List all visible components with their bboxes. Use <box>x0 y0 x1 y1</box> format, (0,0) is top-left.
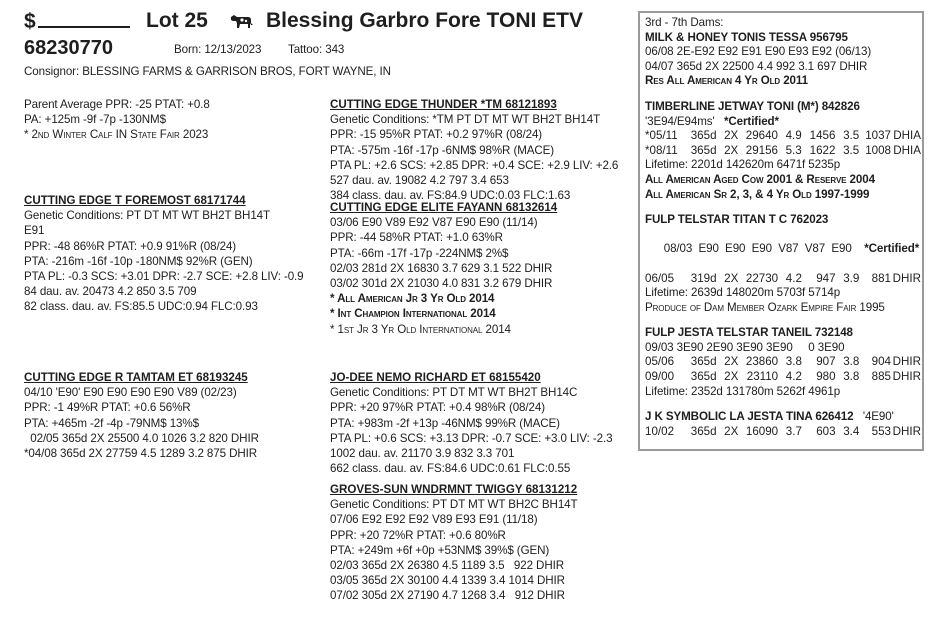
record-cell: 16090 <box>745 424 779 438</box>
animal-title: Blessing Garbro Fore TONI ETV <box>266 9 584 32</box>
record-cell: 3.7 <box>785 424 802 438</box>
dollar-sign: $ <box>24 10 36 33</box>
record-cell: 885 <box>871 370 891 384</box>
record-cell: 2X <box>724 143 739 157</box>
record-cell: 23860 <box>745 355 779 369</box>
record-cell: 1456 <box>809 129 836 143</box>
parent-summary <box>24 97 210 143</box>
dam3-line: 06/08 2E-E92 E92 E91 E90 E93 E92 (06/13) <box>645 45 872 59</box>
sire-sire-line: Genetic Conditions: *TM PT DT MT WT BH2T BH14T <box>330 113 601 127</box>
record-row <box>645 370 921 385</box>
record-cell: 3.8 <box>843 355 860 369</box>
dam7-name-line <box>645 410 921 425</box>
record-cell: DHIR <box>892 424 921 438</box>
sire-line: 84 dau. av. 20473 4.2 850 3.5 709 <box>24 285 197 299</box>
dam-line: *04/08 365d 2X 27759 4.5 1289 3.2 875 DHIR <box>24 447 258 461</box>
record-cell: 3.4 <box>843 424 860 438</box>
dam3-line: 04/07 365d 2X 22500 4.4 992 3.1 697 DHIR <box>645 59 868 73</box>
dam6-name: FULP JESTA TELSTAR TANEIL 732148 <box>645 326 853 340</box>
record-cell: 3.8 <box>843 370 860 384</box>
record-cell: 1037 <box>865 129 891 143</box>
record-cell: 907 <box>816 355 836 369</box>
record-row <box>645 272 921 287</box>
price-line <box>24 8 130 35</box>
dam-dam-line: Genetic Conditions: PT DT MT WT BH2C BH14T <box>330 498 578 512</box>
sire-dam-block <box>330 200 557 337</box>
sire-line: PTA PL: -0.3 SCS: +3.01 DPR: -2.7 SCE: +2.8 LIV: -0.9 <box>24 270 304 284</box>
record-cell: 10/02 <box>645 424 675 438</box>
summary-note: * 2nd Winter Calf IN State Fair 2023 <box>24 128 209 142</box>
record-cell: 904 <box>871 355 891 369</box>
sire-dam-line: 02/03 281d 2X 16830 3.7 629 3.1 522 DHIR <box>330 261 553 275</box>
sire-dam-line: PTA: -66m -17f -17p -224NM$ 2%$ <box>330 246 509 260</box>
dam-dam-line: 02/03 365d 2X 26380 4.5 1189 3.5 922 DHIR <box>330 559 564 573</box>
cow-icon <box>228 12 254 30</box>
record-cell: 365d <box>690 129 717 143</box>
dam-dam-block <box>330 482 578 604</box>
sire-dam-honor: * Int Champion International 2014 <box>330 307 496 321</box>
dam-dam-line: 07/02 305d 2X 27190 4.7 1268 3.4 912 DHIR <box>330 589 565 603</box>
sire-sire-line: PPR: -15 95%R PTAT: +0.2 97%R (08/24) <box>330 128 543 142</box>
sire-dam-line: PPR: -44 58%R PTAT: +1.0 63%R <box>330 231 503 245</box>
sire-sire-block <box>330 97 618 203</box>
record-cell: 5.3 <box>785 143 802 157</box>
record-cell: 29640 <box>745 129 778 143</box>
record-cell: 980 <box>816 370 836 384</box>
record-cell: 365d <box>690 355 717 369</box>
record-cell: 603 <box>816 424 836 438</box>
dam7-name: J K SYMBOLIC LA JESTA TINA 626412 <box>645 410 854 424</box>
record-cell: 2X <box>724 355 739 369</box>
dam4-honor: All American Aged Cow 2001 & Reserve 2004 <box>645 172 875 186</box>
record-cell: 365d <box>690 424 717 438</box>
dam4-classif-line <box>645 115 921 130</box>
lot-number: Lot 25 <box>146 9 208 32</box>
dam-title: CUTTING EDGE R TAMTAM ET 68193245 <box>24 371 248 384</box>
price-blank <box>38 8 130 28</box>
record-cell: 3.5 <box>843 129 860 143</box>
dam5-certified: *Certified* <box>864 242 920 256</box>
dam5-classif: 08/03 E90 E90 E90 V87 V87 E90 <box>663 242 852 256</box>
dam-dam-line: 07/06 E92 E92 E92 V89 E93 E91 (11/18) <box>330 513 538 527</box>
sire-dam-title: CUTTING EDGE ELITE FAYANN 68132614 <box>330 201 558 214</box>
dam-sire-line: PPR: +20 97%R PTAT: +0.4 98%R (08/24) <box>330 401 545 415</box>
record-cell: 29156 <box>745 143 778 157</box>
dam-line: PTA: +465m -2f -4p -79NM$ 13%$ <box>24 416 199 430</box>
dam7-records <box>645 425 921 440</box>
tattoo: Tattoo: 343 <box>288 43 345 56</box>
record-cell: 2X <box>724 271 739 285</box>
sire-dam-line: 03/02 301d 2X 21030 4.0 831 3.2 679 DHIR <box>330 277 553 291</box>
record-cell: 365d <box>690 370 717 384</box>
dam-line: PPR: -1 49%R PTAT: +0.6 56%R <box>24 401 191 415</box>
dam5-lifetime: Lifetime: 2639d 148020m 5703f 5714p <box>645 286 841 300</box>
sire-sire-line: PTA PL: +2.6 SCS: +2.85 DPR: +0.4 SCE: +2.9 LIV: +2.6 <box>330 158 619 172</box>
dam-dam-line: PPR: +20 72%R PTAT: +0.6 80%R <box>330 528 506 542</box>
record-cell: 319d <box>690 271 717 285</box>
record-row <box>645 425 921 440</box>
dam-sire-title: JO-DEE NEMO RICHARD ET 68155420 <box>330 371 541 384</box>
summary-line: PA: +125m -9f -7p -130NM$ <box>24 113 166 127</box>
record-row <box>645 355 921 370</box>
record-cell: 05/06 <box>645 355 675 369</box>
dam6-lifetime: Lifetime: 2352d 131780m 5262f 4961p <box>645 384 841 398</box>
sire-dam-honor: * All American Jr 3 Yr Old 2014 <box>330 292 495 306</box>
sire-dam-line: 03/06 E90 V89 E92 V87 E90 E90 (11/14) <box>330 216 538 230</box>
record-cell: 2X <box>724 370 739 384</box>
sire-title: CUTTING EDGE T FOREMOST 68171744 <box>24 194 246 207</box>
record-row <box>645 144 921 159</box>
dam-line: 04/10 'E90' E90 E90 E90 E90 V89 (02/23) <box>24 386 237 400</box>
record-cell: 947 <box>816 271 836 285</box>
dam4-honor: All American Sr 2, 3, & 4 Yr Old 1997-1999 <box>645 187 870 201</box>
dam-sire-line: Genetic Conditions: PT DT MT WT BH2T BH14C <box>330 386 578 400</box>
record-cell: *05/11 <box>645 129 678 143</box>
dams-sidebar <box>638 11 924 451</box>
record-cell: 06/05 <box>645 271 675 285</box>
record-cell: DHIA <box>893 143 921 157</box>
registration-number: 68230770 <box>24 37 113 59</box>
summary-line: Parent Average PPR: -25 PTAT: +0.8 <box>24 98 210 111</box>
dam6-records <box>645 355 921 384</box>
record-row <box>645 129 921 144</box>
sire-block <box>24 193 304 315</box>
dam-dam-title: GROVES-SUN WNDRMNT TWIGGY 68131212 <box>330 483 578 496</box>
dam-line: 02/05 365d 2X 25500 4.0 1026 3.2 820 DHIR <box>24 431 259 445</box>
record-cell: 09/00 <box>645 370 675 384</box>
record-cell: 2X <box>724 129 739 143</box>
dam3-name: MILK & HONEY TONIS TESSA 956795 <box>645 30 848 44</box>
sire-sire-line: PTA: -575m -16f -17p -6NM$ 98%R (MACE) <box>330 143 555 157</box>
sire-line: PPR: -48 86%R PTAT: +0.9 91%R (08/24) <box>24 239 237 253</box>
record-cell: 3.5 <box>843 143 860 157</box>
dam4-classif: '3E94/E94ms' <box>645 114 715 128</box>
dam5-records <box>645 272 921 287</box>
record-cell: 881 <box>871 271 891 285</box>
record-cell: 3.8 <box>785 355 802 369</box>
record-cell: 4.2 <box>785 370 802 384</box>
sire-line: Genetic Conditions: PT DT MT WT BH2T BH14T <box>24 209 271 223</box>
sire-dam-note: * 1st Jr 3 Yr Old International 2014 <box>330 322 511 336</box>
dam4-lifetime: Lifetime: 2201d 142620m 6471f 5235p <box>645 158 841 172</box>
dam-dam-line: PTA: +249m +6f +0p +53NM$ 39%$ (GEN) <box>330 543 550 557</box>
sire-line: PTA: -216m -16f -10p -180NM$ 92%R (GEN) <box>24 254 253 268</box>
record-cell: DHIR <box>892 271 921 285</box>
record-cell: DHIA <box>893 129 921 143</box>
dam4-certified: *Certified* <box>723 114 779 128</box>
sire-sire-title: CUTTING EDGE THUNDER *TM 68121893 <box>330 98 557 111</box>
dam5-classif-line <box>645 228 921 272</box>
record-cell: DHIR <box>892 370 921 384</box>
dam4-name: TIMBERLINE JETWAY TONI (M*) 842826 <box>645 99 860 113</box>
dam-dam-line: 03/05 365d 2X 30100 4.4 1339 3.4 1014 DHIR <box>330 574 565 588</box>
sire-line: 82 class. dau. av. FS:85.5 UDC:0.94 FLC:0.93 <box>24 300 258 314</box>
record-cell: 1622 <box>809 143 836 157</box>
consignor: Consignor: BLESSING FARMS & GARRISON BROS, FORT WAYNE, IN <box>24 65 391 78</box>
record-cell: 23110 <box>746 370 779 384</box>
record-cell: 3.9 <box>843 271 860 285</box>
record-cell: *08/11 <box>645 143 678 157</box>
dam-block <box>24 370 259 461</box>
record-cell: 365d <box>690 143 717 157</box>
dam5-name: FULP TELSTAR TITAN T C 762023 <box>645 213 829 227</box>
dam-sire-line: PTA: +983m -2f +13p -46NM$ 99%R (MACE) <box>330 416 560 430</box>
dam-sire-line: 1002 dau. av. 21170 3.9 832 3.3 701 <box>330 447 515 461</box>
record-cell: 553 <box>871 424 891 438</box>
dam5-note: Produce of Dam Member Ozark Empire Fair 1995 <box>645 300 885 314</box>
dam-sire-line: PTA PL: +0.6 SCS: +3.13 DPR: -0.7 SCE: +3.0 LIV: -2.3 <box>330 431 613 445</box>
dam-sire-line: 662 class. dau. av. FS:84.6 UDC:0.61 FLC:0.55 <box>330 462 571 476</box>
dam-sire-block <box>330 370 612 476</box>
birth-date: Born: 12/13/2023 <box>174 43 262 56</box>
record-cell: 1008 <box>865 143 891 157</box>
sire-line: E91 <box>24 224 45 238</box>
sire-sire-line: 384 class. dau. av. FS:84.9 UDC:0.03 FLC:1.63 <box>330 189 571 203</box>
record-cell: 4.2 <box>785 271 802 285</box>
record-cell: 2X <box>724 424 739 438</box>
record-cell: DHIR <box>892 355 921 369</box>
dam4-records <box>645 129 921 158</box>
record-cell: 22730 <box>745 271 779 285</box>
dam3-honor: Res All American 4 Yr Old 2011 <box>645 74 808 88</box>
sidebar-heading: 3rd - 7th Dams: <box>645 16 724 29</box>
record-cell: 4.9 <box>785 129 802 143</box>
dam6-classif: 09/03 3E90 2E90 3E90 3E90 0 3E90 <box>645 340 845 354</box>
dam7-classif: '4E90' <box>862 410 894 424</box>
sire-sire-line: 527 dau. av. 19082 4.2 797 3.4 653 <box>330 174 509 188</box>
